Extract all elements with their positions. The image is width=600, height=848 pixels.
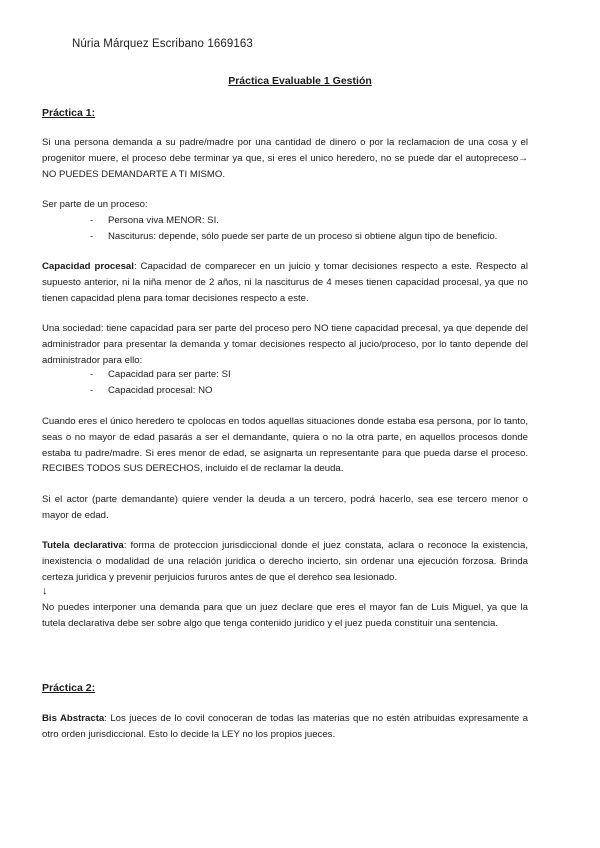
section-heading-practica-1: Práctica 1: [42,107,96,119]
list-item-text: Capacidad procesal: NO [108,385,213,396]
paragraph-ser-parte: Ser parte de un proceso: [42,199,148,210]
definition-text: : Los jueces de lo covil conoceran de todas las materias que no estén atribuidas expresamente a otro orden jurisdiccional. Esto lo decide la LEY no los propios jueces. [42,713,528,740]
paragraph-bis-abstracta [42,711,528,743]
list-item-text: Capacidad para ser parte: SI [108,369,231,380]
paragraph-sociedad: Una sociedad: tiene capacidad para ser parte del proceso pero NO tiene capacidad precesal, ya que depende del administrador para presentar la demanda y tomar decisiones respecto al jucio/proceso, por lo tanto depende del administrador para ello: [42,323,528,366]
bullet-dash: - [90,385,94,396]
paragraph-autoproceso: Si una persona demanda a su padre/madre por una cantidad de dinero o por la reclamacion de una cosa y el progenitor muere, el proceso debe terminar ya que, si eres el unico heredero, no se puede dar el autopreceso→ NO PUEDES DEMANDARTE A TI MISMO. [42,137,528,180]
bullet-dash: - [90,231,94,242]
down-arrow-icon: ↓ [42,585,48,597]
list-item-text: Persona viva MENOR: SI. [108,215,219,226]
paragraph-tutela-declarativa [42,538,528,585]
term-bis-abstracta: Bis Abstracta [42,713,105,724]
list-item-text: Nasciturus: depende, sólo puede ser parte de un proceso si obtiene algun tipo de beneficio. [108,231,498,242]
paragraph-heredero: Cuando eres el único heredero te cpolocas en todos aquellas situaciones donde estaba esa persona, por lo tanto, seas o no mayor de edad pasarás a ser el demandante, quiera o no la otra parte, en aquellos procesos donde estaba tu padre/madre. Si eres menor de edad, se asignarta un representante para que pueda darse el proceso. RECIBES TODOS SUS DERECHOS, incluido el de reclamar la deuda. [42,416,528,475]
bullet-dash: - [90,369,94,380]
document-title: Práctica Evaluable 1 Gestión [228,75,372,87]
paragraph-vender-deuda: Si el actor (parte demandante) quiere vender la deuda a un tercero, podrá hacerlo, sea ese tercero menor o mayor de edad. [42,494,528,521]
section-heading-practica-2: Práctica 2: [42,682,96,694]
definition-text: : Capacidad de comparecer en un juicio y tomar decisiones respecto a este. Respecto al supuesto anterior, ni la niña menor de 2 años, ni la nasciturus de 4 meses tienen capacidad procesal, ya que no tienen capacidad plena para tomar decisiones respecto a este. [42,261,528,304]
bullet-dash: - [90,215,94,226]
paragraph-luis-miguel: No puedes interponer una demanda para que un juez declare que eres el mayor fan de Luis Miguel, ya que la tutela declarativa debe ser sobre algo que tenga contenido juridico y el juez pueda constituir una sentencia. [42,602,528,629]
term-tutela-declarativa: Tutela declarativa [42,540,124,551]
term-capacidad-procesal: Capacidad procesal [42,261,134,272]
paragraph-capacidad-procesal [42,259,528,306]
definition-text: : forma de proteccion jurisdiccional donde el juez constata, aclara o reconoce la existencia, inexistencia o modalidad de una relación juridica o derecho incierto, sin ordenar una ejecución forzosa. Brinda certeza juridica y prevenir perjuicios fururos antes de que el derehco sea lesionado. [42,540,528,583]
author-line: Núria Márquez Escribano 1669163 [72,38,253,50]
